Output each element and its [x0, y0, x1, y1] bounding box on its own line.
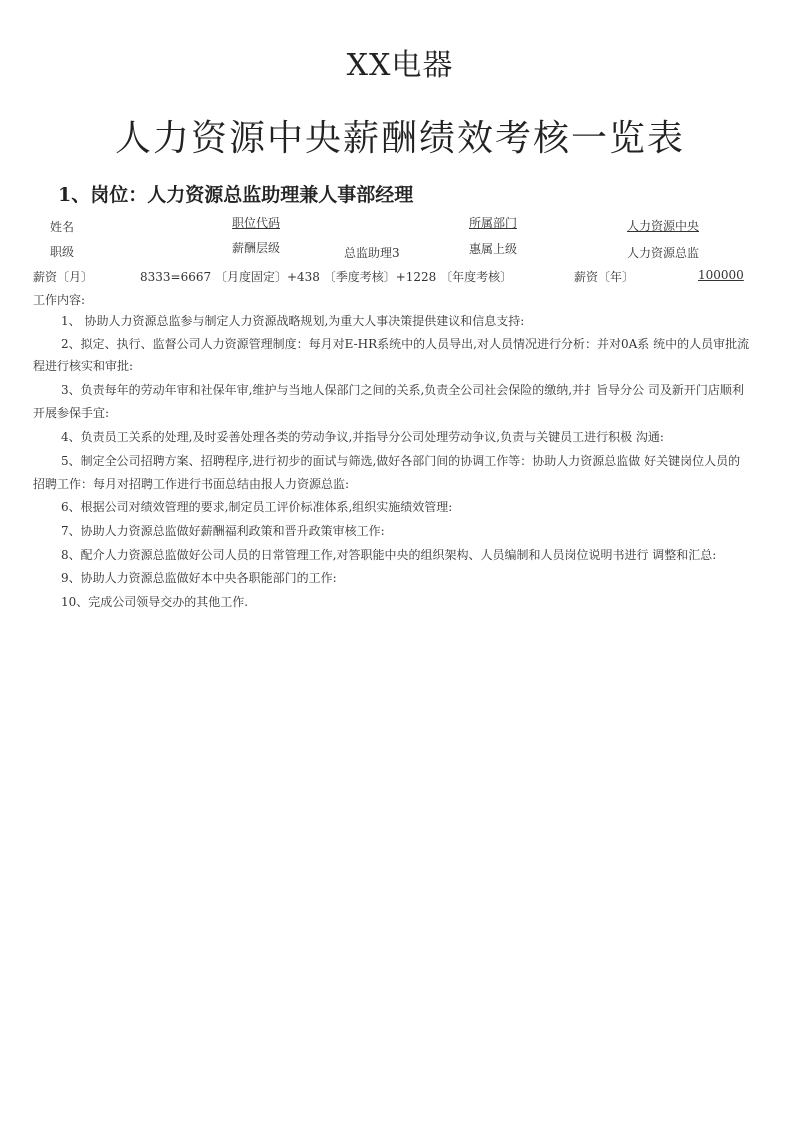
duty-line: 5、制定全公司招聘方案、招聘程序,进行初步的面试与筛选,做好各部门间的协调工作等：协助人力资源总监做 好关键岗位人员的 [61, 454, 741, 468]
duty-line: 招聘工作：每月对招聘工作进行书面总结由报人力资源总监: [33, 477, 350, 491]
duty-line: 9、协助人力资源总监做好本中央各职能部门的工作: [61, 571, 337, 585]
pay-level-label: 薪酬层级 [232, 241, 281, 255]
department-label: 所属部门 [469, 216, 518, 230]
name-label: 姓名 [50, 220, 75, 234]
pay-level-value: 总监助理3 [344, 246, 400, 260]
annual-salary-value: 100000 [698, 268, 744, 282]
grade-label: 职级 [50, 245, 75, 259]
duty-line: 4、负责员工关系的处理,及时妥善处理各类的劳动争议,并指导分公司处理劳动争议,负责与关键员工进行积极 沟通: [61, 430, 664, 444]
company-name: XX电器 [346, 48, 454, 83]
superior-label: 惠属上级 [469, 242, 518, 256]
annual-salary-label: 薪资〔年〕 [574, 270, 635, 284]
section-heading: 1、岗位：人力资源总监助理兼人事部经理 [58, 184, 414, 206]
department-value: 人力资源中央 [627, 219, 700, 233]
duty-line: 1、 协助人力资源总监参与制定人力资源战略规划,为重大人事决策提供建议和信息支持: [61, 314, 525, 328]
monthly-salary-value: 8333=6667 〔月度固定〕+438 〔季度考核〕+1228 〔年度考核〕 [140, 270, 513, 284]
duty-line: 8、配介人力资源总监做好公司人员的日常管理工作,对答职能中央的组织架构、人员编制和人员岗位说明书进行 调整和汇总: [61, 548, 717, 562]
monthly-salary-label: 薪资〔月〕 [33, 270, 94, 284]
duty-line: 3、负责每年的劳动年审和社保年审,维护与当地人保部门之间的关系,负责全公司社会保险的缴纳,并扌旨导分公 司及新开门店顺利 [61, 383, 744, 397]
document-title: 人力资源中央薪酬绩效考核一览表 [114, 118, 685, 159]
duty-line: 2、拟定、执行、监督公司人力资源管理制度：每月对E-HR系统中的人员导出,对人员情况进行分析：并对0A系 统中的人员审批流 [61, 337, 750, 351]
job-content-heading: 工作内容: [33, 293, 86, 307]
superior-value: 人力资源总监 [627, 246, 700, 260]
duty-line: 程进行核实和审批: [33, 359, 134, 373]
duty-line: 开展参保手宜: [33, 406, 110, 420]
duty-line: 7、协助人力资源总监做好薪酬福利政策和晋升政策审核工作: [61, 524, 385, 538]
duty-line: 10、完成公司领导交办的其他工作. [61, 595, 249, 609]
duty-line: 6、根据公司对绩效管理的要求,制定员工评价标准体系,组织实施绩效管理: [61, 500, 453, 514]
position-code-label: 职位代码 [232, 216, 281, 230]
